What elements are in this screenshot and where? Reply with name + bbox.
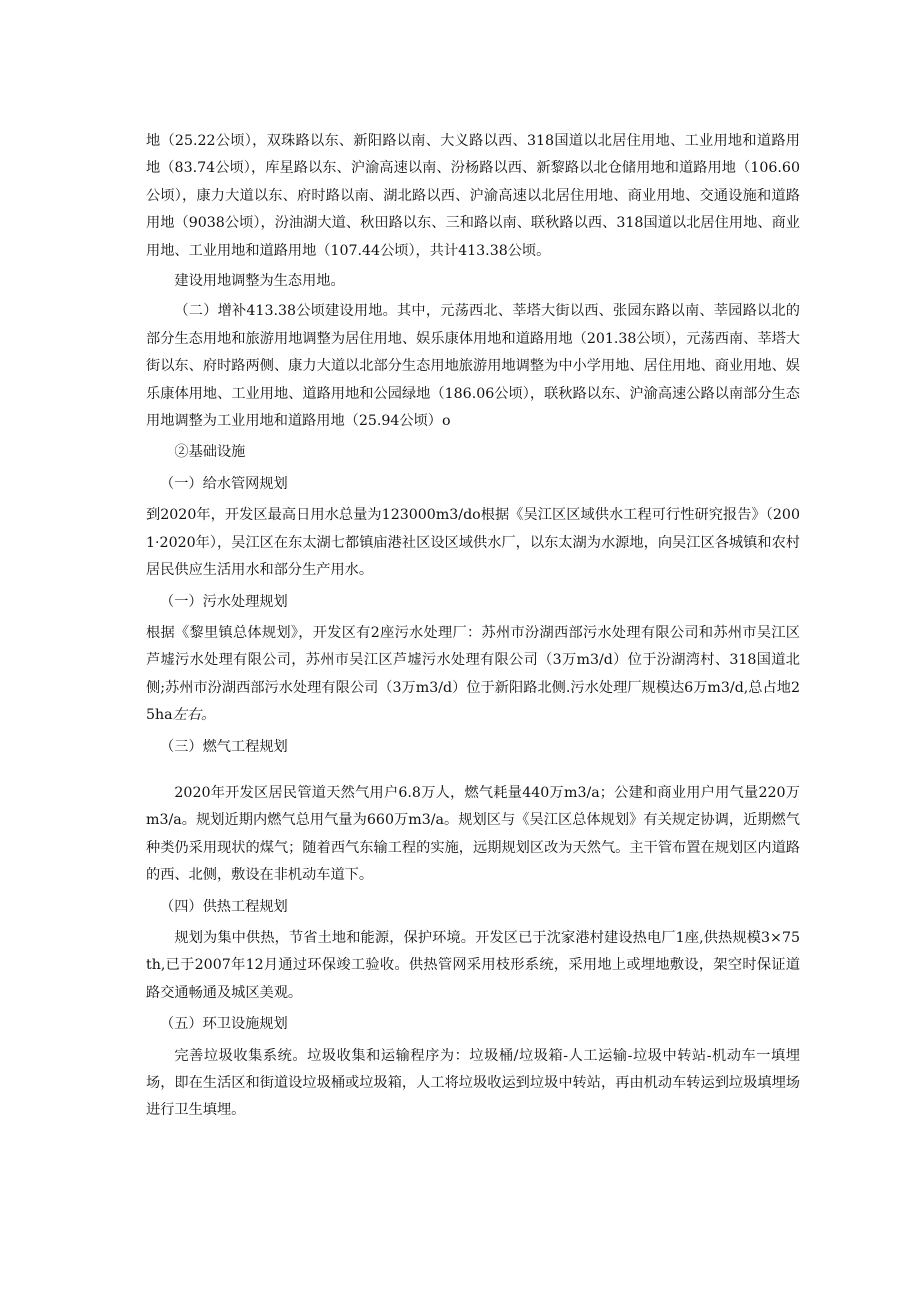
paragraph-ecological-adjustment: 建设用地调整为生态用地。 <box>174 273 345 290</box>
heading-water-supply: （一）给水管网规划 <box>160 475 288 492</box>
paragraph-water-supply: 到2020年，开发区最高日用水总量为123000m3/do根据《吴江区区域供水工程可行性研究报告》（2001·2020年），吴江区在东太湖七都镇庙港社区设区域供水厂，以东太湖为水源地，向吴江区各城镇和农村居民供应生活用水和部分生产用水。 <box>146 507 800 579</box>
paragraph-land-use-list: 地（25.22公顷），双珠路以东、新阳路以南、大义路以西、318国道以北居住用地、工业用地和道路用地（83.74公顷），库星路以东、沪渝高速以南、汾杨路以西、新黎路以北仓储用地和道路用地（106.60公顷），康力大道以东、府时路以南、湖北路以西、沪渝高速以北居住用地、商业用地、交通设施和道路用地（9038公顷），汾油湖大道、秋田路以东、三和路以南、联秋路以西、318国道以北居住用地、商业用地、工业用地和道路用地（107.44公顷），共计413.38公顷。 <box>146 133 800 259</box>
paragraph-supplement-construction-land: （二）增补413.38公顷建设用地。其中，元荡西北、莘塔大街以西、张园东路以南、莘园路以北的部分生态用地和旅游用地调整为居住用地、娱乐康体用地和道路用地（201.38公顷），元荡西南、莘塔大街以东、府时路两侧、康力大道以北部分生态用地旅游用地调整为中小学用地、居住用地、商业用地、娱乐康体用地、工业用地、道路用地和公园绿地（186.06公顷），联秋路以东、沪渝高速公路以南部分生态用地调整为工业用地和道路用地（25.94公顷）o <box>146 303 800 430</box>
paragraph-gas: 2020年开发区居民管道天然气用户6.8万人，燃气耗量440万m3/a；公建和商业用户用气量220万m3/a。规划近期内燃气总用气量为660万m3/a。规划区与《吴江区总体规划》有关规定协调，近期燃气种类仍采用现状的煤气；随着西气东输工程的实施，远期规划区改为天然气。主干管布置在规划区内道路的西、北侧，敷设在非机动车道下。 <box>146 784 800 884</box>
paragraph-sanitation: 完善垃圾收集系统。垃圾收集和运输程序为：垃圾桶/垃圾箱-人工运输-垃圾中转站-机动车一填埋场，即在生活区和街道设垃圾桶或垃圾箱，人工将垃圾收运到垃圾中转站，再由机动车转运到垃圾填埋场进行卫生填埋。 <box>146 1047 800 1119</box>
heading-sanitation: （五）环卫设施规划 <box>160 1016 288 1033</box>
heading-sewage: （一）污水处理规划 <box>160 593 288 610</box>
heading-infrastructure: ②基础设施 <box>174 444 246 461</box>
paragraph-sewage-main: 根据《黎里镇总体规划》，开发区有2座污水处理厂：苏州市汾湖西部污水处理有限公司和苏州市吴江区芦墟污水处理有限公司，苏州市吴江区芦墟污水处理有限公司（3万m3/d）位于汾湖湾村、318国道北侧;苏州市汾湖西部污水处理有限公司（3万m3/d）位于新阳路北侧.污水处理厂规模达6万m3/d,总占地25ha <box>146 624 800 724</box>
paragraph-sewage <box>146 620 800 730</box>
heading-gas: （三）燃气工程规划 <box>160 738 288 755</box>
paragraph-heating: 规划为集中供热，节省土地和能源，保护环境。开发区已于沈家港村建设热电厂1座,供热规模3×75th,已于2007年12月通过环保竣工验收。供热管网采用枝形系统，采用地上或埋地敷设，架空时保证道路交通畅通及城区美观。 <box>146 929 800 1001</box>
document-body <box>146 128 800 1125</box>
paragraph-sewage-tail: 左右。 <box>172 707 216 724</box>
heading-heating: （四）供热工程规划 <box>160 898 288 915</box>
